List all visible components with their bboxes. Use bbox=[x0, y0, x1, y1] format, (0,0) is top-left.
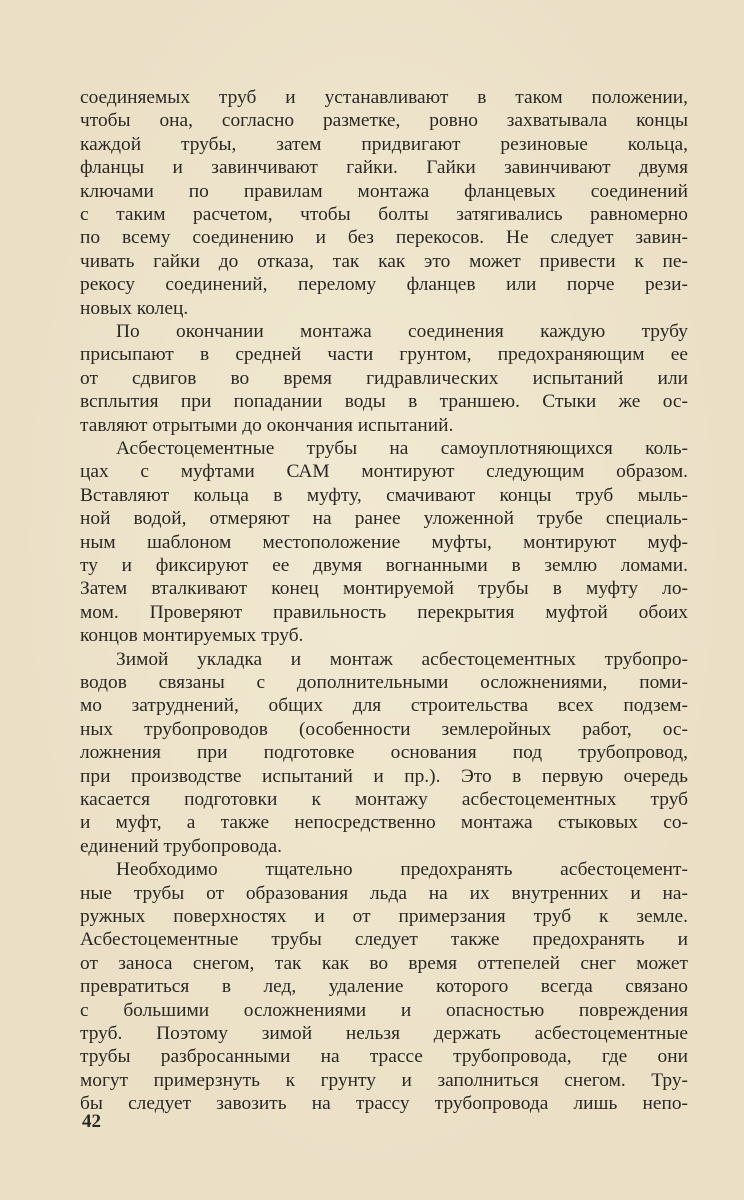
paragraph-first-line: Зимой укладка и монтаж асбестоцементных трубопро- bbox=[116, 648, 688, 670]
text-line: концов монтируемых труб. bbox=[80, 625, 304, 647]
text-line: ных трубопроводов (особенности землеройных работ, ос- bbox=[80, 718, 688, 740]
paragraph-first-line: Необходимо тщательно предохранять асбестоцемент- bbox=[116, 859, 688, 881]
text-line: водов связаны с дополнительными осложнениями, поми- bbox=[80, 672, 688, 693]
text-line: соединяемых труб и устанавливают в таком положении, bbox=[80, 87, 688, 108]
page-number: 42 bbox=[82, 1111, 101, 1132]
text-line: каждой трубы, затем придвигают резиновые кольца, bbox=[80, 133, 688, 155]
text-line: мом. Проверяют правильность перекрытия муфтой обоих bbox=[80, 601, 688, 623]
text-line: по всему соединению и без перекосов. Не следует завин- bbox=[80, 227, 688, 249]
paragraph-first-line: По окончании монтажа соединения каждую трубу bbox=[116, 321, 688, 342]
text-line: цах с муфтами САМ монтируют следующим образом. bbox=[80, 461, 688, 483]
text-line: ту и фиксируют ее двумя вогнанными в землю ломами. bbox=[80, 555, 688, 576]
text-line: всплытия при попадании воды в траншею. Стыки же ос- bbox=[80, 391, 688, 413]
text-line: присыпают в средней части грунтом, предохраняющим ее bbox=[80, 344, 688, 366]
text-line: трубы разбросанными на трассе трубопровода, где они bbox=[80, 1046, 688, 1068]
text-line: ной водой, отмеряют на ранее уложенной трубе специаль- bbox=[80, 508, 688, 530]
text-line: мо затруднений, общих для строительства всех подзем- bbox=[80, 695, 688, 717]
text-line: труб. Поэтому зимой нельзя держать асбестоцементные bbox=[80, 1023, 688, 1044]
text-line: касается подготовки к монтажу асбестоцементных труб bbox=[80, 789, 688, 810]
text-line: единений трубопровода. bbox=[80, 835, 282, 857]
text-line: ложнения при подготовке основания под трубопровод, bbox=[80, 742, 688, 764]
text-line: бы следует завозить на трассу трубопровода лишь непо- bbox=[80, 1093, 688, 1115]
text-line: рекосу соединений, перелому фланцев или порче рези- bbox=[80, 274, 688, 296]
text-line: чтобы она, согласно разметке, ровно захватывала концы bbox=[80, 110, 688, 132]
text-line: от сдвигов во время гидравлических испытаний или bbox=[80, 367, 688, 389]
text-line: от заноса снегом, так как во время оттепелей снег может bbox=[80, 952, 688, 974]
text-line: фланцы и завинчивают гайки. Гайки завинчивают двумя bbox=[80, 157, 688, 179]
text-line: Асбестоцементные трубы следует также предохранять и bbox=[80, 929, 688, 951]
text-line: с большими осложнениями и опасностью повреждения bbox=[80, 999, 688, 1021]
text-line: превратиться в лед, удаление которого всегда связано bbox=[80, 976, 688, 998]
text-line: Вставляют кольца в муфту, смачивают концы труб мыль- bbox=[80, 484, 688, 506]
paragraph-first-line: Асбестоцементные трубы на самоуплотняющихся коль- bbox=[116, 438, 688, 459]
text-line: чивать гайки до отказа, так как это может привести к пе- bbox=[80, 250, 688, 272]
text-line: ные трубы от образования льда на их внутренних и на- bbox=[80, 882, 688, 904]
text-line: тавляют отрытыми до окончания испытаний. bbox=[80, 414, 454, 436]
text-line: с таким расчетом, чтобы болты затягивались равномерно bbox=[80, 204, 688, 225]
text-line: ружных поверхностях и от примерзания труб к земле. bbox=[80, 906, 688, 927]
text-line: при производстве испытаний и пр.). Это в первую очередь bbox=[80, 765, 688, 787]
text-line: новых колец. bbox=[80, 297, 189, 319]
text-line: могут примерзнуть к грунту и заполниться снегом. Тру- bbox=[80, 1069, 688, 1091]
text-line: и муфт, а также непосредственно монтажа стыковых со- bbox=[80, 812, 688, 834]
text-line: Затем вталкивают конец монтируемой трубы в муфту ло- bbox=[80, 578, 688, 600]
text-line: ным шаблоном местоположение муфты, монтируют муф- bbox=[80, 531, 688, 553]
text-line: ключами по правилам монтажа фланцевых соединений bbox=[80, 180, 688, 202]
